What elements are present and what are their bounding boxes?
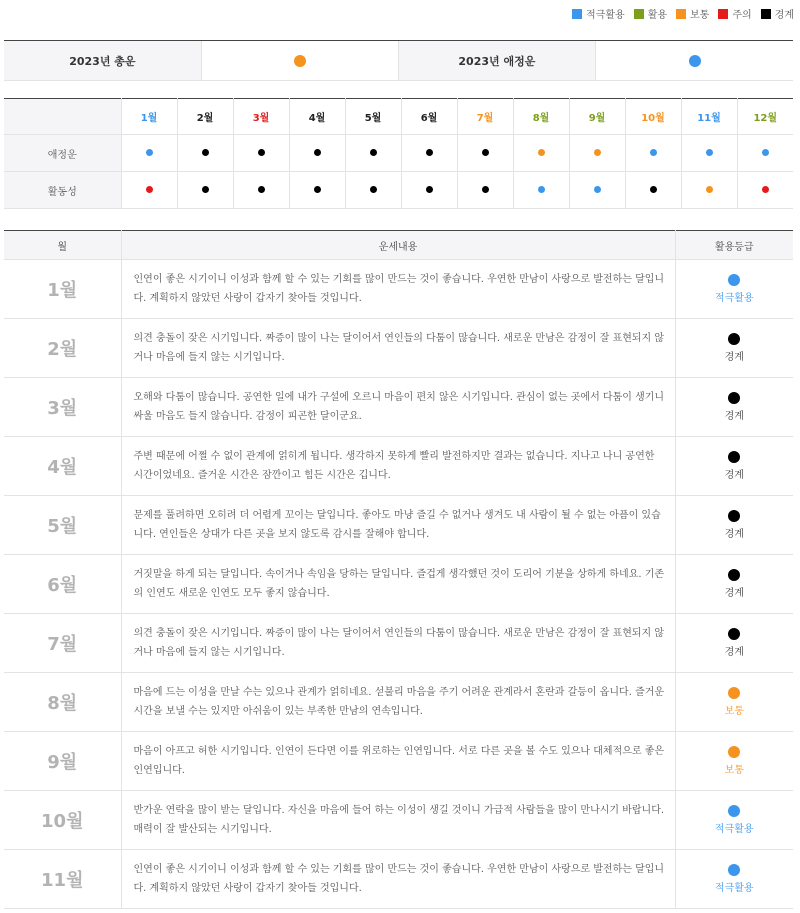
grid-cell	[345, 172, 401, 209]
detail-month: 8월	[4, 673, 121, 732]
grade-dot-icon	[762, 186, 769, 193]
legend-label: 주의	[732, 10, 752, 21]
grade-dot-icon	[370, 149, 377, 156]
detail-row	[4, 555, 793, 614]
detail-grade	[675, 378, 793, 437]
grade-dot-icon	[728, 805, 740, 817]
detail-grade	[675, 260, 793, 319]
grid-cell	[625, 135, 681, 172]
grid-cell	[401, 172, 457, 209]
grid-month-header: 3월	[233, 99, 289, 135]
detail-month: 9월	[4, 732, 121, 791]
grade-dot-icon	[314, 186, 321, 193]
legend-swatch-icon	[676, 9, 686, 19]
grade-dot-icon	[538, 149, 545, 156]
grade-dot-icon	[202, 186, 209, 193]
legend-label: 보통	[690, 10, 710, 21]
grid-cell	[177, 135, 233, 172]
detail-grade	[675, 673, 793, 732]
grid-row-label: 애정운	[4, 135, 121, 172]
grid-cell	[289, 172, 345, 209]
grade-dot-icon	[706, 149, 713, 156]
grade-dot-icon	[728, 569, 740, 581]
grid-cell	[345, 135, 401, 172]
legend-swatch-icon	[718, 9, 728, 19]
grid-cell	[681, 172, 737, 209]
detail-fortune-text: 인연이 좋은 시기이니 이성과 함께 할 수 있는 기회를 많이 만드는 것이 좋습니다. 우연한 만남이 사랑으로 발전하는 달입니다. 계획하지 않았던 사랑이 갑자기 찾아들 것입니다.	[121, 260, 675, 319]
grid-cell	[177, 172, 233, 209]
grid-row-label: 활동성	[4, 172, 121, 209]
detail-row	[4, 614, 793, 673]
legend-swatch-icon	[761, 9, 771, 19]
grade-label: 적극활용	[714, 883, 754, 894]
detail-grade	[675, 614, 793, 673]
detail-fortune-text: 오해와 다툼이 많습니다. 공연한 일에 내가 구설에 오르니 마음이 편치 않은 시기입니다. 관심이 없는 곳에서 다툼이 생기니 싸울 마음도 들지 않습니다. 감정이 피곤한 달이군요.	[121, 378, 675, 437]
detail-row	[4, 850, 793, 909]
grid-month-header: 10월	[625, 99, 681, 135]
month-column-header: 월	[4, 231, 121, 260]
detail-month: 7월	[4, 614, 121, 673]
legend-item	[718, 6, 751, 21]
overall-fortune-label: 2023년 총운	[4, 41, 201, 80]
grid-cell	[121, 135, 177, 172]
grade-dot-icon	[370, 186, 377, 193]
detail-month: 2월	[4, 319, 121, 378]
overall-fortune-value	[201, 41, 399, 80]
detail-row	[4, 732, 793, 791]
grid-cell	[289, 135, 345, 172]
grade-dot-icon	[728, 333, 740, 345]
detail-fortune-text: 마음에 드는 이성을 만날 수는 있으나 관계가 얽히네요. 섣불리 마음을 주기 어려운 관계라서 혼란과 갈등이 옵니다. 즐거운 시간을 보낼 수는 있지만 아쉬움이 있는 부족한 만남의 연속입니다.	[121, 673, 675, 732]
grid-month-header: 1월	[121, 99, 177, 135]
grade-dot-icon	[258, 186, 265, 193]
grid-month-header-row	[4, 99, 793, 135]
grid-month-header: 7월	[457, 99, 513, 135]
grade-column-header: 활용등급	[675, 231, 793, 260]
grade-label: 경계	[724, 647, 744, 658]
grade-dot-icon	[728, 274, 740, 286]
grid-cell	[513, 172, 569, 209]
grade-dot-icon	[482, 186, 489, 193]
grade-dot-icon	[728, 687, 740, 699]
grade-dot-icon	[728, 510, 740, 522]
detail-row	[4, 260, 793, 319]
grid-cell	[401, 135, 457, 172]
detail-row	[4, 437, 793, 496]
detail-month: 6월	[4, 555, 121, 614]
grade-label: 경계	[724, 529, 744, 540]
yearly-summary	[4, 40, 793, 81]
detail-fortune-text: 문제를 풀려하면 오히려 더 어렵게 꼬이는 달입니다. 좋아도 마냥 즐길 수 없거나 생겨도 내 사람이 될 수 없는 아픔이 있습니다. 연인들은 상대가 다른 곳을 보지 않도록 감시를 잘해야 합니다.	[121, 496, 675, 555]
detail-month: 3월	[4, 378, 121, 437]
legend-item	[676, 6, 709, 21]
grade-dot-icon	[650, 186, 657, 193]
grid-cell	[737, 135, 793, 172]
grade-label: 보통	[724, 706, 744, 717]
grade-dot-icon	[706, 186, 713, 193]
grid-cell	[625, 172, 681, 209]
grid-cell	[681, 135, 737, 172]
grid-month-header: 12월	[737, 99, 793, 135]
detail-fortune-text: 주변 때문에 어쩔 수 없이 관계에 얽히게 됩니다. 생각하지 못하게 빨리 발전하지만 결과는 없습니다. 지나고 나니 공연한 시간이었네요. 즐거운 시간은 잠깐이고 힘든 시간은 깁니다.	[121, 437, 675, 496]
grade-dot-icon	[538, 186, 545, 193]
detail-month: 10월	[4, 791, 121, 850]
grid-cell	[569, 135, 625, 172]
grid-cell	[457, 172, 513, 209]
grade-dot-icon	[728, 746, 740, 758]
detail-month: 1월	[4, 260, 121, 319]
grade-legend	[563, 6, 794, 21]
grid-corner-cell	[4, 99, 121, 135]
grid-cell	[569, 172, 625, 209]
grade-dot-icon	[594, 186, 601, 193]
detail-month: 5월	[4, 496, 121, 555]
grade-dot-icon	[146, 186, 153, 193]
legend-item	[634, 6, 667, 21]
grade-dot-icon	[762, 149, 769, 156]
legend-item	[572, 6, 625, 21]
grade-dot-icon	[728, 864, 740, 876]
grade-dot-icon	[594, 149, 601, 156]
detail-fortune-text: 의견 충돌이 잦은 시기입니다. 짜증이 많이 나는 달이어서 연인들의 다툼이 많습니다. 새로운 만남은 감정이 잘 표현되지 않거나 마음에 들지 않는 시기입니다.	[121, 614, 675, 673]
detail-body	[4, 260, 793, 909]
grade-dot-icon	[728, 392, 740, 404]
detail-month: 11월	[4, 850, 121, 909]
grid-cell	[457, 135, 513, 172]
detail-month: 4월	[4, 437, 121, 496]
legend-label: 경계	[774, 10, 794, 21]
grade-dot-icon	[314, 149, 321, 156]
grade-label: 경계	[724, 352, 744, 363]
legend-label: 적극활용	[586, 10, 625, 21]
grade-label: 적극활용	[714, 824, 754, 835]
legend-swatch-icon	[572, 9, 582, 19]
grade-dot-icon	[426, 149, 433, 156]
grid-row	[4, 172, 793, 209]
detail-grade	[675, 496, 793, 555]
detail-fortune-text: 거짓말을 하게 되는 달입니다. 속이거나 속임을 당하는 달입니다. 즐겁게 생각했던 것이 도리어 기분을 상하게 하네요. 기존의 인연도 새로운 인연도 모두 좋지 않습니다.	[121, 555, 675, 614]
detail-grade	[675, 732, 793, 791]
love-fortune-label: 2023년 애정운	[399, 41, 596, 80]
grid-row	[4, 135, 793, 172]
detail-grade	[675, 791, 793, 850]
detail-fortune-text: 마음이 아프고 허한 시기입니다. 인연이 든다면 이를 위로하는 인연입니다. 서로 다른 곳을 볼 수도 있으나 대체적으로 좋은 인연입니다.	[121, 732, 675, 791]
grid-month-header: 5월	[345, 99, 401, 135]
grid-cell	[233, 135, 289, 172]
legend-swatch-icon	[634, 9, 644, 19]
overall-fortune-dot-icon	[294, 55, 306, 67]
grid-cell	[233, 172, 289, 209]
grade-dot-icon	[482, 149, 489, 156]
grade-dot-icon	[650, 149, 657, 156]
detail-fortune-text: 인연이 좋은 시기이니 이성과 함께 할 수 있는 기회를 많이 만드는 것이 좋습니다. 우연한 만남이 사랑으로 발전하는 달입니다. 계획하지 않았던 사랑이 갑자기 찾아들 것입니다.	[121, 850, 675, 909]
grade-label: 적극활용	[714, 293, 754, 304]
grid-month-header: 8월	[513, 99, 569, 135]
detail-grade	[675, 555, 793, 614]
grade-dot-icon	[258, 149, 265, 156]
detail-header-row	[4, 231, 793, 260]
detail-row	[4, 791, 793, 850]
detail-row	[4, 319, 793, 378]
detail-row	[4, 496, 793, 555]
detail-row	[4, 673, 793, 732]
detail-grade	[675, 850, 793, 909]
grade-dot-icon	[146, 149, 153, 156]
love-fortune-value	[595, 41, 793, 80]
grade-label: 경계	[724, 470, 744, 481]
grid-month-header: 9월	[569, 99, 625, 135]
legend-item	[761, 6, 794, 21]
grade-label: 경계	[724, 588, 744, 599]
grade-label: 보통	[724, 765, 744, 776]
grid-month-header: 2월	[177, 99, 233, 135]
grid-cell	[513, 135, 569, 172]
grade-dot-icon	[426, 186, 433, 193]
grid-month-header: 6월	[401, 99, 457, 135]
content-column-header: 운세내용	[121, 231, 675, 260]
detail-grade	[675, 319, 793, 378]
grid-month-header: 4월	[289, 99, 345, 135]
grade-label: 경계	[724, 411, 744, 422]
detail-grade	[675, 437, 793, 496]
detail-row	[4, 378, 793, 437]
grade-dot-icon	[728, 451, 740, 463]
legend-label: 활용	[647, 10, 668, 21]
monthly-fortune-table	[4, 230, 793, 909]
detail-fortune-text: 반가운 연락을 많이 받는 달입니다. 자신을 마음에 들어 하는 이성이 생길 것이니 가급적 사람들을 많이 만나시기 바랍니다. 매력이 잘 발산되는 시기입니다.	[121, 791, 675, 850]
love-fortune-dot-icon	[689, 55, 701, 67]
detail-fortune-text: 의견 충돌이 잦은 시기입니다. 짜증이 많이 나는 달이어서 연인들의 다툼이 많습니다. 새로운 만남은 감정이 잘 표현되지 않거나 마음에 들지 않는 시기입니다.	[121, 319, 675, 378]
grid-month-header: 11월	[681, 99, 737, 135]
grid-cell	[121, 172, 177, 209]
grade-dot-icon	[202, 149, 209, 156]
grade-dot-icon	[728, 628, 740, 640]
grid-cell	[737, 172, 793, 209]
monthly-grade-grid	[4, 98, 793, 209]
